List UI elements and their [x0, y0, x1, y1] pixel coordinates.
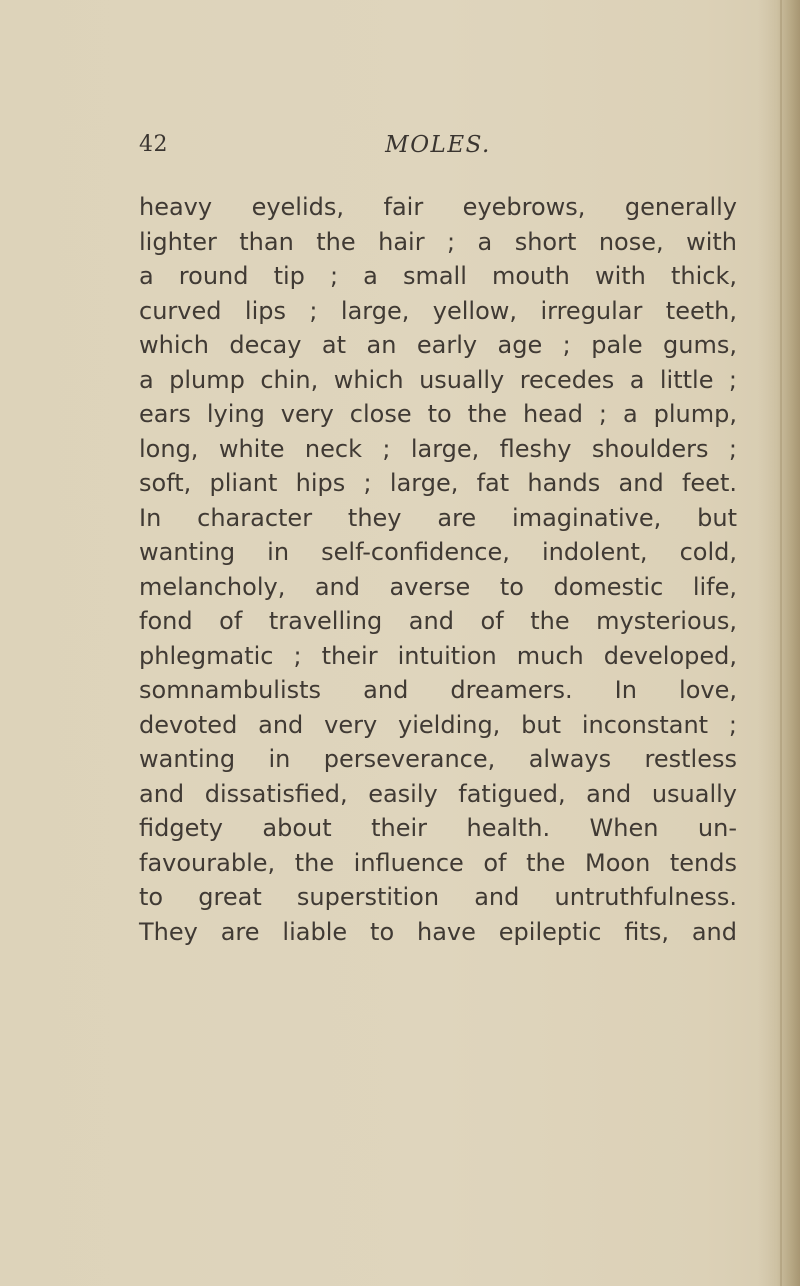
text-line: devoted and very yielding, but inconstant ; [139, 710, 737, 739]
running-head [139, 132, 737, 172]
text-line: favourable, the influence of the Moon tends [139, 848, 737, 877]
text-line: They are liable to have epileptic fits, and [139, 917, 737, 946]
text-line: phlegmatic ; their intuition much developed, [139, 641, 737, 670]
text-line: wanting in perseverance, always restless [139, 745, 737, 773]
text-line: soft, pliant hips ; large, fat hands and feet. [139, 469, 737, 497]
text-line: lighter than the hair ; a short nose, with [139, 227, 737, 256]
page-edge-line [780, 0, 782, 1286]
text-line: and dissatisfied, easily fatigued, and usually [139, 779, 737, 808]
text-line: fond of travelling and of the mysterious, [139, 607, 737, 635]
text-line: melancholy, and averse to domestic life, [139, 572, 737, 601]
text-line: In character they are imaginative, but [139, 503, 737, 532]
running-title: MOLES. [385, 132, 491, 158]
text-line: heavy eyelids, fair eyebrows, generally [139, 193, 737, 221]
text-line: a round tip ; a small mouth with thick, [139, 262, 737, 290]
page-number: 42 [139, 132, 168, 157]
text-line: a plump chin, which usually recedes a little ; [139, 365, 737, 394]
text-line: somnambulists and dreamers. In love, [139, 676, 737, 704]
page-edge-shadow [758, 0, 800, 1286]
text-line: which decay at an early age ; pale gums, [139, 331, 737, 359]
text-line: to great superstition and untruthfulness. [139, 883, 737, 911]
body-text [139, 190, 737, 949]
text-line: long, white neck ; large, fleshy shoulders ; [139, 434, 737, 463]
text-line: curved lips ; large, yellow, irregular teeth, [139, 296, 737, 325]
text-line: fidgety about their health. When un- [139, 814, 737, 842]
text-line: ears lying very close to the head ; a plump, [139, 400, 737, 428]
text-line: wanting in self-confidence, indolent, cold, [139, 538, 737, 566]
